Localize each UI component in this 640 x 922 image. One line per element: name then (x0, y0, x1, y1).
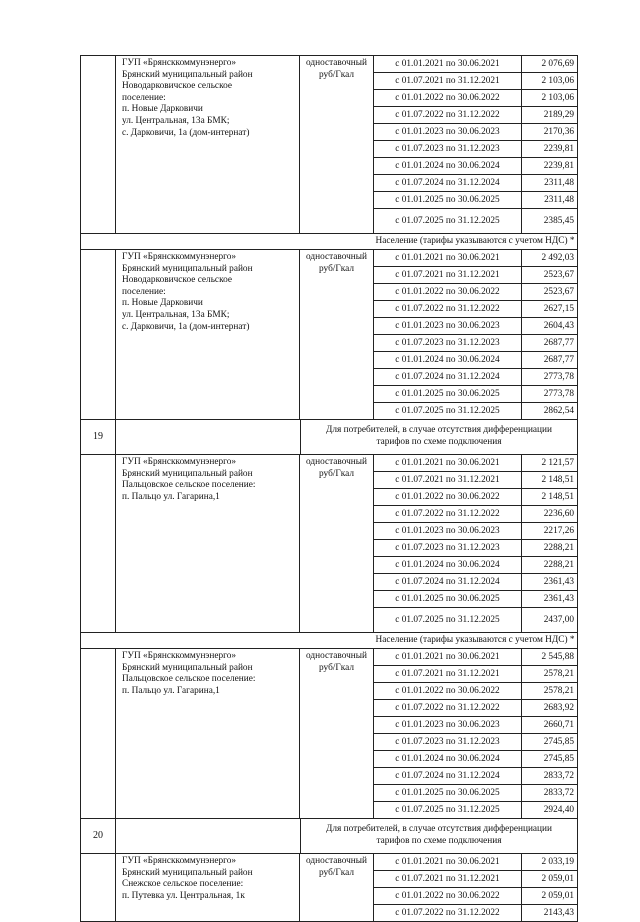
tariff-rows (374, 455, 577, 632)
subheader-text: Население (тарифы указываются с учетом НДС) * (375, 236, 575, 246)
organization-line: поселение: (122, 286, 166, 297)
tariff-value-cell: 2924,40 (543, 805, 574, 815)
period-cell: с 01.07.2023 по 31.12.2023 (374, 141, 522, 157)
period-cell: с 01.07.2024 по 31.12.2024 (374, 175, 522, 191)
tariff-value-cell: 2745,85 (543, 737, 574, 747)
tariff-value-cell: 2437,00 (543, 615, 574, 625)
tariff-value-cell: 2745,85 (543, 754, 574, 764)
section-title-line: Для потребителей, в случае отсутствия дифференциации (326, 425, 552, 435)
period-cell: с 01.07.2025 по 31.12.2025 (374, 403, 522, 419)
tariff-value-cell: 2604,43 (543, 321, 574, 331)
tariff-row (374, 158, 577, 175)
tariff-row (374, 335, 577, 352)
unit-line: одноставочный (305, 651, 367, 661)
tariff-value-cell: 2 103,06 (541, 93, 574, 103)
period-cell: с 01.07.2022 по 31.12.2022 (374, 107, 522, 123)
tariff-value-cell: 2236,60 (543, 509, 574, 519)
tariff-value-cell: 2578,21 (543, 686, 574, 696)
unit-line: одноставочный (305, 58, 367, 68)
organization-line: ул. Центральная, 13а БМК; (122, 115, 230, 126)
unit-line: одноставочный (305, 457, 367, 467)
unit-cell (300, 455, 374, 632)
tariff-value-cell: 2217,26 (543, 526, 574, 536)
tariff-value-cell: 2627,15 (543, 304, 574, 314)
unit-cell (300, 250, 374, 419)
unit-cell (300, 854, 374, 921)
tariff-value-cell: 2683,92 (543, 703, 574, 713)
tariff-row (374, 141, 577, 158)
tariff-value-cell: 2311,48 (544, 178, 574, 188)
tariff-row (374, 871, 577, 888)
period-cell: с 01.07.2021 по 31.12.2021 (374, 267, 522, 283)
organization-line: Пальцовское сельское поселение: (122, 480, 256, 491)
section-number: 20 (81, 819, 116, 853)
tariff-value-cell: 2 076,69 (541, 59, 574, 69)
period-cell: с 01.01.2024 по 30.06.2024 (374, 751, 522, 767)
organization-line: Снежское сельское поселение: (122, 879, 244, 890)
tariff-value-cell: 2361,43 (543, 594, 574, 604)
tariff-row (374, 56, 577, 73)
section-title (301, 420, 577, 454)
tariff-row (374, 267, 577, 284)
tariff-row (374, 717, 577, 734)
tariff-rows (374, 649, 577, 818)
tariff-row (374, 455, 577, 472)
period-cell: с 01.01.2024 по 30.06.2024 (374, 158, 522, 174)
tariff-row (374, 683, 577, 700)
number-cell (81, 250, 116, 419)
organization-cell (116, 649, 300, 818)
tariff-value-cell: 2833,72 (543, 788, 574, 798)
tariff-block (80, 55, 578, 234)
period-cell: с 01.01.2021 по 30.06.2021 (374, 455, 522, 471)
unit-cell (300, 649, 374, 818)
organization-line: ГУП «Брянсккоммунэнерго» (122, 651, 237, 661)
subheader-spacer (81, 633, 373, 648)
organization-line: Пальцовское сельское поселение: (122, 674, 256, 685)
tariff-row (374, 175, 577, 192)
tariff-value-cell: 2 148,51 (541, 475, 574, 485)
tariff-value-cell: 2 121,57 (541, 458, 574, 468)
period-cell: с 01.01.2021 по 30.06.2021 (374, 854, 522, 870)
number-cell (81, 854, 116, 921)
period-cell: с 01.01.2021 по 30.06.2021 (374, 56, 522, 72)
tariff-value-cell: 2687,77 (543, 355, 574, 365)
section-header (80, 819, 578, 854)
organization-line: ГУП «Брянсккоммунэнерго» (122, 252, 237, 262)
tariff-row (374, 209, 577, 233)
tariff-value-cell: 2660,71 (543, 720, 574, 730)
tariff-value-cell: 2578,21 (543, 669, 574, 679)
tariff-row (374, 90, 577, 107)
period-cell: с 01.01.2025 по 30.06.2025 (374, 192, 522, 208)
section-spacer (116, 420, 301, 454)
organization-line: Брянский муниципальный район (122, 69, 253, 80)
section-spacer (116, 819, 301, 853)
tariff-row (374, 301, 577, 318)
unit-line: руб/Гкал (319, 662, 354, 673)
period-cell: с 01.07.2021 по 31.12.2021 (374, 871, 522, 887)
tariff-row (374, 73, 577, 90)
tariff-row (374, 352, 577, 369)
unit-line: одноставочный (305, 252, 367, 262)
tariff-value-cell: 2143,43 (543, 908, 574, 918)
organization-line: п. Пальцо ул. Гагарина,1 (122, 491, 220, 502)
period-cell: с 01.01.2023 по 30.06.2023 (374, 717, 522, 733)
period-cell: с 01.01.2022 по 30.06.2022 (374, 284, 522, 300)
tariff-table (80, 55, 578, 922)
tariff-rows (374, 854, 577, 921)
period-cell: с 01.07.2024 по 31.12.2024 (374, 768, 522, 784)
number-cell (81, 649, 116, 818)
period-cell: с 01.01.2022 по 30.06.2022 (374, 489, 522, 505)
tariff-row (374, 905, 577, 921)
tariff-block (80, 854, 578, 922)
tariff-value-cell: 2773,78 (543, 372, 574, 382)
tariff-row (374, 369, 577, 386)
period-cell: с 01.01.2022 по 30.06.2022 (374, 90, 522, 106)
tariff-value-cell: 2862,54 (543, 406, 574, 416)
organization-cell (116, 854, 300, 921)
period-cell: с 01.07.2022 по 31.12.2022 (374, 905, 522, 921)
population-subheader (80, 633, 578, 649)
number-cell (81, 56, 116, 233)
period-cell: с 01.07.2023 по 31.12.2023 (374, 734, 522, 750)
number-cell (81, 455, 116, 632)
organization-cell (116, 56, 300, 233)
tariff-value-cell: 2 545,88 (541, 652, 574, 662)
tariff-row (374, 608, 577, 632)
section-number: 19 (81, 420, 116, 454)
organization-line: п. Пальцо ул. Гагарина,1 (122, 685, 220, 696)
period-cell: с 01.01.2025 по 30.06.2025 (374, 785, 522, 801)
tariff-rows (374, 250, 577, 419)
unit-line: одноставочный (305, 856, 367, 866)
tariff-value-cell: 2523,67 (543, 270, 574, 280)
period-cell: с 01.07.2025 по 31.12.2025 (374, 209, 522, 233)
tariff-row (374, 472, 577, 489)
tariff-value-cell: 2170,36 (543, 127, 574, 137)
period-cell: с 01.01.2025 по 30.06.2025 (374, 386, 522, 402)
period-cell: с 01.01.2021 по 30.06.2021 (374, 649, 522, 665)
section-title (301, 819, 577, 853)
unit-line: руб/Гкал (319, 263, 354, 274)
tariff-row (374, 574, 577, 591)
tariff-value-cell: 2 059,01 (541, 891, 574, 901)
period-cell: с 01.01.2022 по 30.06.2022 (374, 888, 522, 904)
period-cell: с 01.07.2021 по 31.12.2021 (374, 666, 522, 682)
tariff-row (374, 666, 577, 683)
subheader-spacer (81, 234, 373, 249)
tariff-value-cell: 2 033,19 (541, 857, 574, 867)
section-title-line: Для потребителей, в случае отсутствия дифференциации (326, 824, 552, 834)
period-cell: с 01.07.2025 по 31.12.2025 (374, 802, 522, 818)
tariff-row (374, 284, 577, 301)
tariff-value-cell: 2288,21 (543, 543, 574, 553)
period-cell: с 01.07.2022 по 31.12.2022 (374, 301, 522, 317)
period-cell: с 01.01.2021 по 30.06.2021 (374, 250, 522, 266)
tariff-row (374, 854, 577, 871)
tariff-value-cell: 2773,78 (543, 389, 574, 399)
organization-line: с. Дарковичи, 1а (дом-интернат) (122, 321, 250, 332)
period-cell: с 01.01.2023 по 30.06.2023 (374, 523, 522, 539)
subheader-text: Население (тарифы указываются с учетом НДС) * (375, 635, 575, 645)
tariff-row (374, 192, 577, 209)
unit-line: руб/Гкал (319, 468, 354, 479)
tariff-value-cell: 2 059,01 (541, 874, 574, 884)
population-subheader (80, 234, 578, 250)
tariff-row (374, 802, 577, 818)
organization-line: Брянский муниципальный район (122, 662, 253, 673)
period-cell: с 01.07.2025 по 31.12.2025 (374, 608, 522, 632)
tariff-row (374, 734, 577, 751)
unit-line: руб/Гкал (319, 69, 354, 80)
period-cell: с 01.01.2022 по 30.06.2022 (374, 683, 522, 699)
tariff-value-cell: 2 103,06 (541, 76, 574, 86)
tariff-value-cell: 2687,77 (543, 338, 574, 348)
section-title-line: тарифов по схеме подключения (376, 437, 502, 447)
organization-line: Брянский муниципальный район (122, 468, 253, 479)
tariff-value-cell: 2361,43 (543, 577, 574, 587)
tariff-value-cell: 2833,72 (543, 771, 574, 781)
period-cell: с 01.07.2024 по 31.12.2024 (374, 574, 522, 590)
organization-line: Новодарковичское сельское (122, 81, 232, 92)
tariff-row (374, 591, 577, 608)
tariff-row (374, 768, 577, 785)
tariff-row (374, 318, 577, 335)
tariff-block (80, 649, 578, 819)
organization-line: п. Новые Дарковичи (122, 298, 203, 309)
period-cell: с 01.07.2023 по 31.12.2023 (374, 335, 522, 351)
period-cell: с 01.07.2022 по 31.12.2022 (374, 506, 522, 522)
unit-cell (300, 56, 374, 233)
tariff-row (374, 785, 577, 802)
tariff-block (80, 250, 578, 420)
section-header (80, 420, 578, 455)
organization-line: ГУП «Брянсккоммунэнерго» (122, 58, 237, 68)
tariff-value-cell: 2239,81 (543, 144, 574, 154)
tariff-value-cell: 2385,45 (543, 216, 574, 226)
tariff-row (374, 888, 577, 905)
period-cell: с 01.01.2023 по 30.06.2023 (374, 318, 522, 334)
tariff-row (374, 386, 577, 403)
organization-cell (116, 455, 300, 632)
tariff-value-cell: 2239,81 (543, 161, 574, 171)
tariff-row (374, 403, 577, 419)
section-title-line: тарифов по схеме подключения (376, 836, 502, 846)
tariff-value-cell: 2311,48 (544, 195, 574, 205)
organization-line: Брянский муниципальный район (122, 867, 253, 878)
tariff-row (374, 124, 577, 141)
organization-line: Новодарковичское сельское (122, 275, 232, 286)
tariff-block (80, 455, 578, 633)
tariff-row (374, 107, 577, 124)
tariff-row (374, 523, 577, 540)
organization-line: с. Дарковичи, 1а (дом-интернат) (122, 127, 250, 138)
period-cell: с 01.01.2025 по 30.06.2025 (374, 591, 522, 607)
tariff-row (374, 649, 577, 666)
organization-line: п. Новые Дарковичи (122, 104, 203, 115)
unit-line: руб/Гкал (319, 867, 354, 878)
tariff-row (374, 557, 577, 574)
tariff-row (374, 700, 577, 717)
tariff-row (374, 506, 577, 523)
organization-line: поселение: (122, 92, 166, 103)
organization-line: п. Путевка ул. Центральная, 1к (122, 890, 245, 901)
period-cell: с 01.07.2021 по 31.12.2021 (374, 472, 522, 488)
organization-line: ГУП «Брянсккоммунэнерго» (122, 856, 237, 866)
tariff-row (374, 489, 577, 506)
period-cell: с 01.07.2023 по 31.12.2023 (374, 540, 522, 556)
tariff-value-cell: 2288,21 (543, 560, 574, 570)
tariff-value-cell: 2189,29 (543, 110, 574, 120)
tariff-row (374, 751, 577, 768)
period-cell: с 01.01.2023 по 30.06.2023 (374, 124, 522, 140)
organization-line: ул. Центральная, 13а БМК; (122, 309, 230, 320)
tariff-rows (374, 56, 577, 233)
period-cell: с 01.07.2024 по 31.12.2024 (374, 369, 522, 385)
period-cell: с 01.07.2022 по 31.12.2022 (374, 700, 522, 716)
tariff-value-cell: 2 492,03 (541, 253, 574, 263)
organization-line: ГУП «Брянсккоммунэнерго» (122, 457, 237, 467)
organization-line: Брянский муниципальный район (122, 263, 253, 274)
period-cell: с 01.01.2024 по 30.06.2024 (374, 557, 522, 573)
period-cell: с 01.01.2024 по 30.06.2024 (374, 352, 522, 368)
tariff-row (374, 540, 577, 557)
organization-cell (116, 250, 300, 419)
tariff-value-cell: 2523,67 (543, 287, 574, 297)
tariff-row (374, 250, 577, 267)
period-cell: с 01.07.2021 по 31.12.2021 (374, 73, 522, 89)
tariff-value-cell: 2 148,51 (541, 492, 574, 502)
